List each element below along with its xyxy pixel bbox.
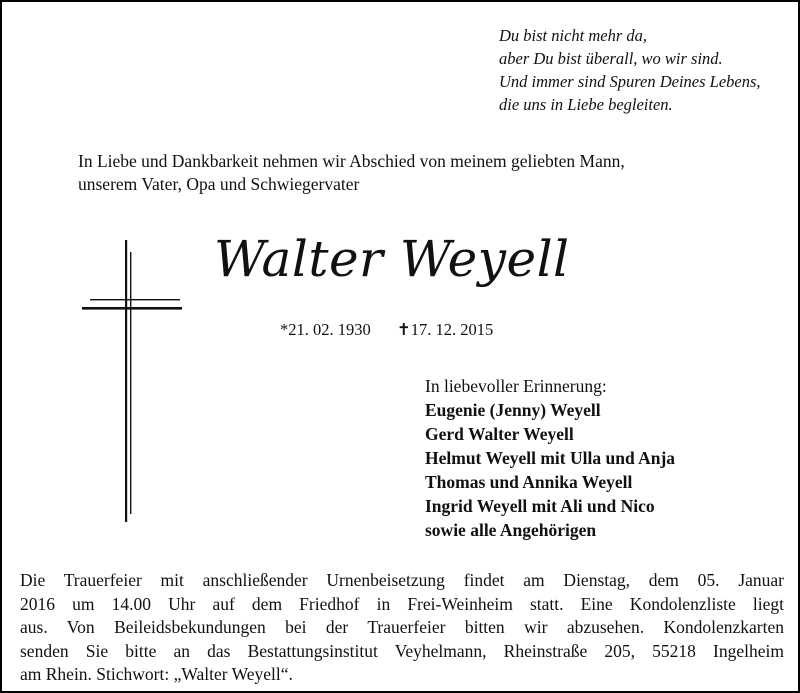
deceased-name: Walter Weyell [214, 230, 570, 288]
notice-line: aus. Von Beileidsbekundungen bei der Trauerfeier bitten wir abzusehen. Kondolenzkarten [20, 617, 784, 637]
notice-line: 2016 um 14.00 Uhr auf dem Friedhof in Frei-Weinheim statt. Eine Kondolenzliste liegt [20, 593, 784, 614]
birth-date: *21. 02. 1930 [280, 320, 371, 339]
family-member: Gerd Walter Weyell [425, 424, 574, 444]
family-member: Ingrid Weyell mit Ali und Nico [425, 496, 655, 516]
intro-line: unserem Vater, Opa und Schwiegervater [78, 174, 360, 194]
family-signatures [425, 374, 785, 542]
family-lead: In liebevoller Erinnerung: [425, 376, 607, 396]
poem-line: aber Du bist überall, wo wir sind. [499, 49, 723, 68]
family-member: sowie alle Angehörigen [425, 520, 597, 540]
life-dates [280, 319, 493, 341]
memorial-poem [499, 24, 789, 116]
family-member: Thomas und Annika Weyell [425, 472, 633, 492]
intro-line: In Liebe und Dankbarkeit nehmen wir Abschied von meinem geliebten Mann, [78, 151, 625, 171]
notice-line: senden Sie bitte an das Bestattungsinstitut Veyhelmann, Rheinstraße 205, 55218 Ingelheim [20, 640, 784, 661]
family-member: Eugenie (Jenny) Weyell [425, 400, 601, 420]
death-date: ✝17. 12. 2015 [396, 320, 494, 339]
funeral-notice [20, 569, 784, 687]
family-member: Helmut Weyell mit Ulla und Anja [425, 448, 676, 468]
farewell-intro [78, 150, 778, 196]
poem-line: Und immer sind Spuren Deines Lebens, [499, 72, 761, 91]
poem-line: die uns in Liebe begleiten. [499, 95, 673, 114]
notice-line: am Rhein. Stichwort: „Walter Weyell“. [20, 664, 293, 684]
cross-icon [80, 240, 184, 522]
notice-line: Die Trauerfeier mit anschließender Urnenbeisetzung findet am Dienstag, dem 05. Januar [20, 570, 784, 590]
poem-line: Du bist nicht mehr da, [499, 26, 648, 45]
